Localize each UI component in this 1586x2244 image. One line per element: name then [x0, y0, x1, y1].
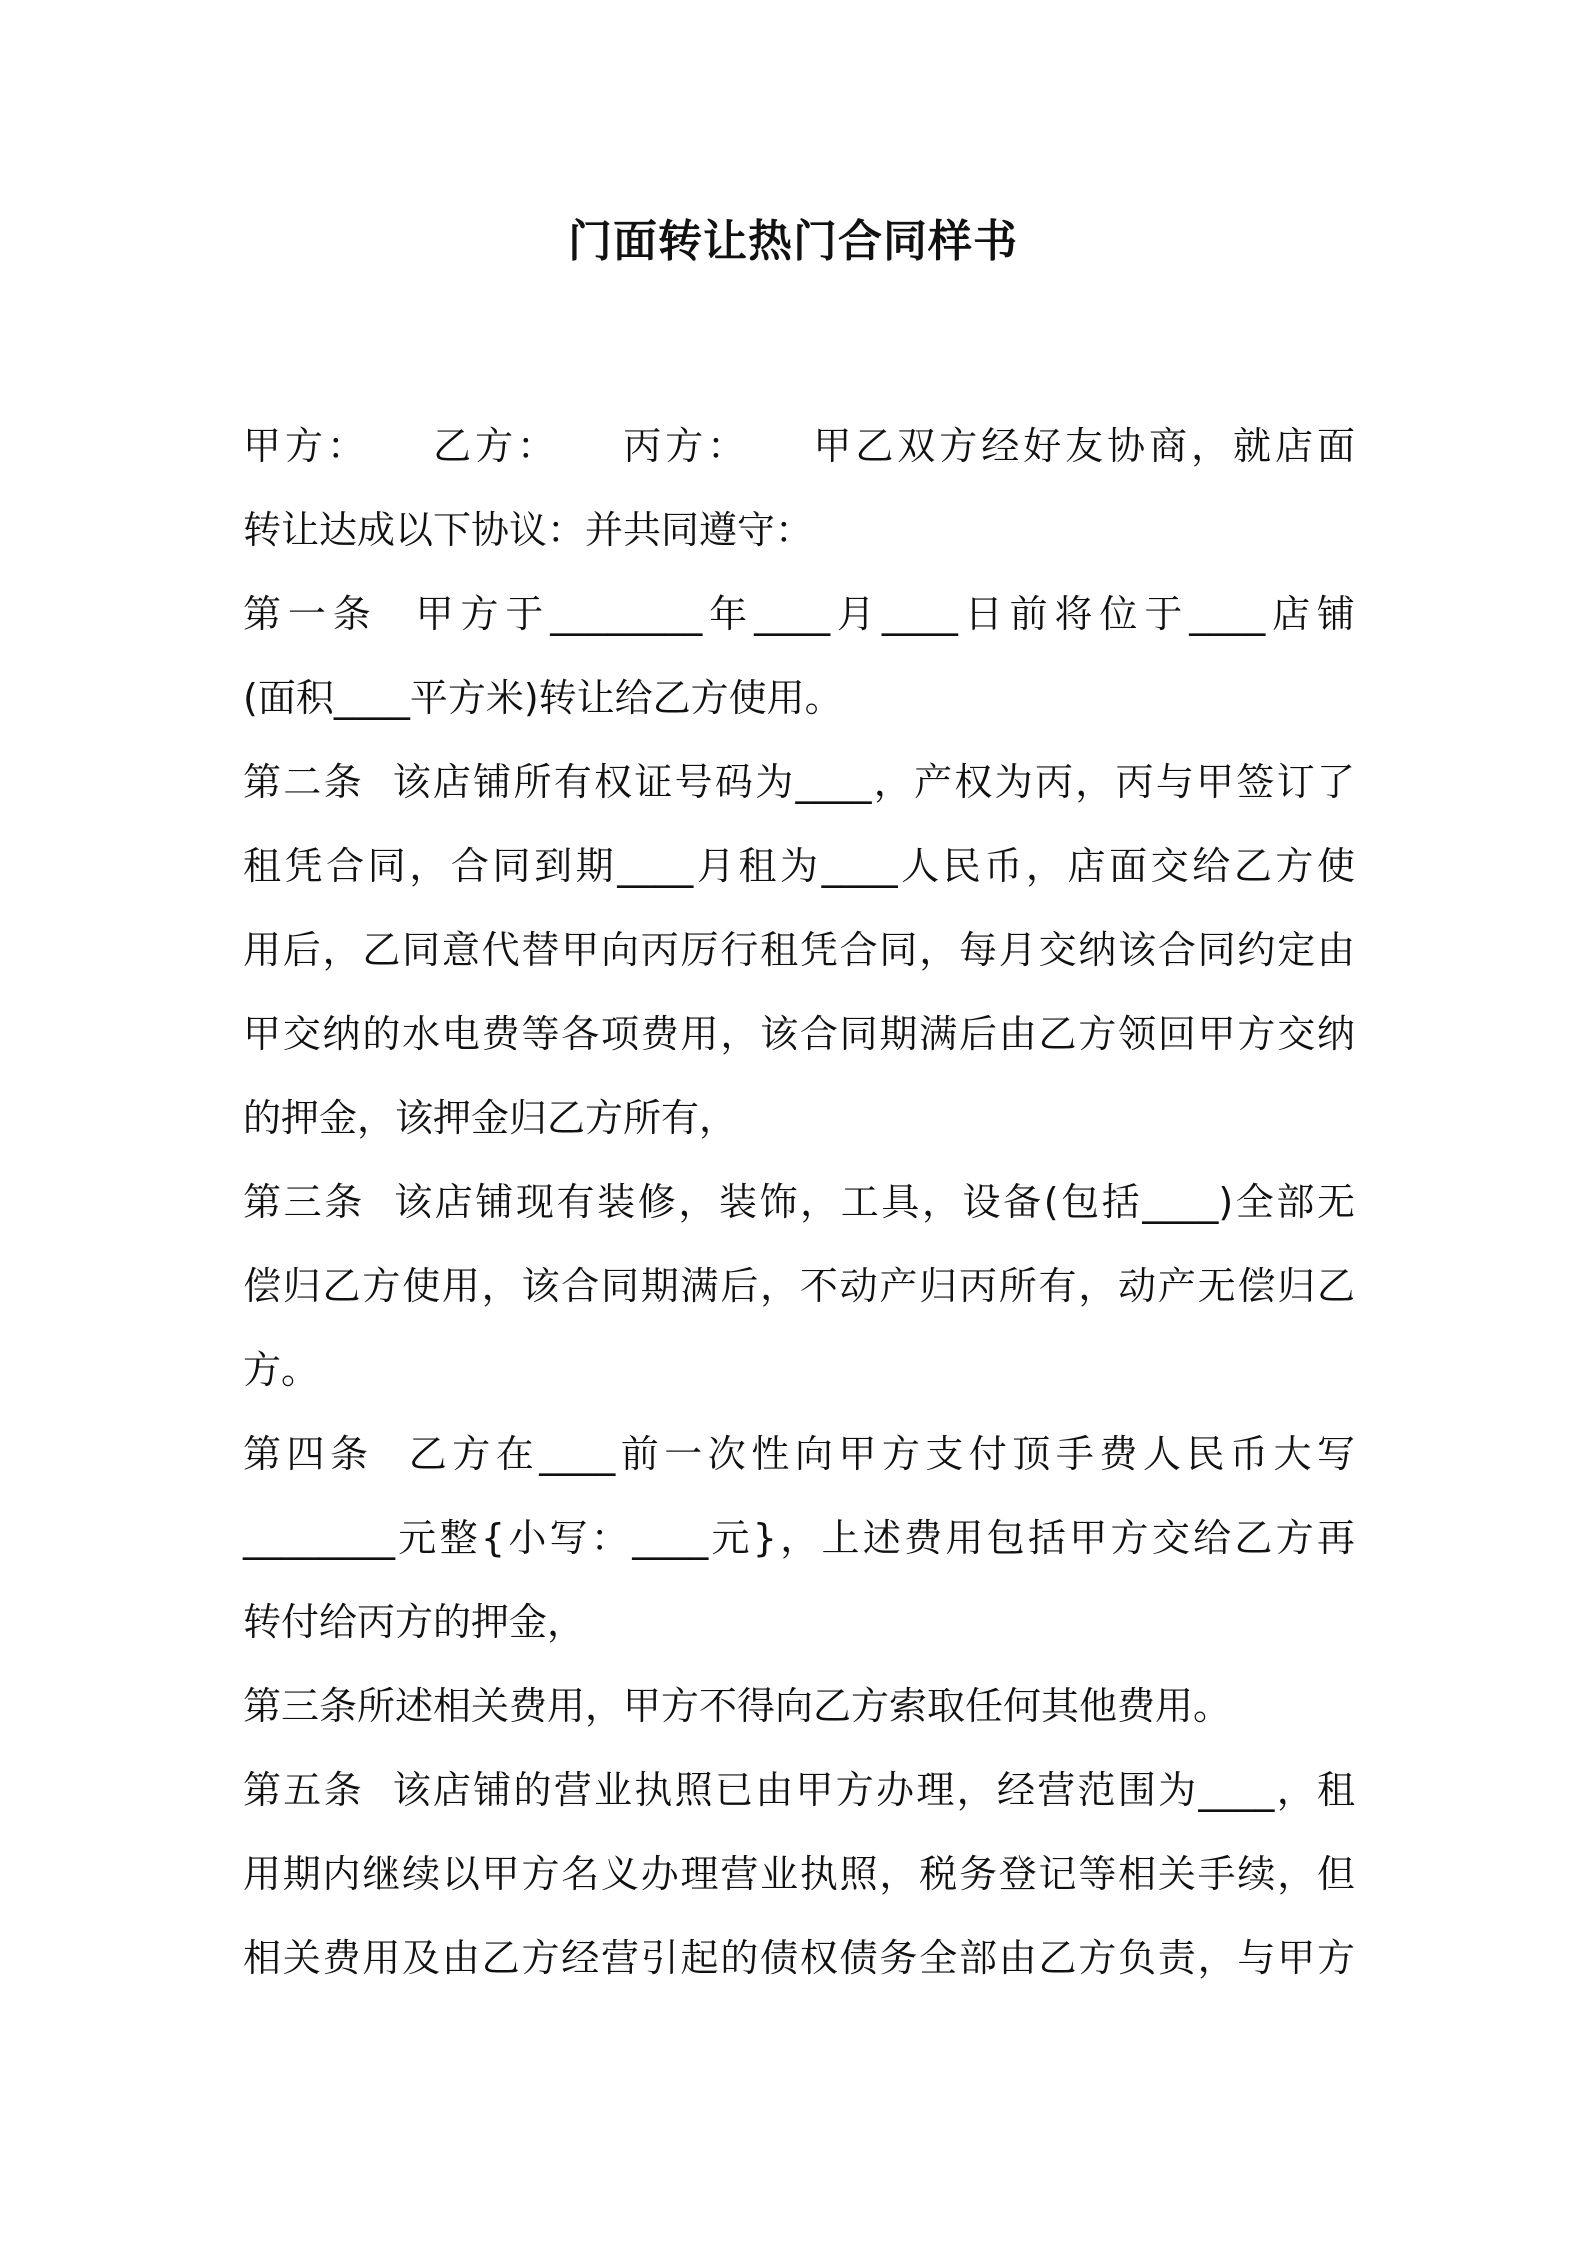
text-line: 租凭合同，合同到期____月租为____人民币，店面交给乙方使 — [243, 844, 1355, 888]
text-line: 转让达成以下协议：并共同遵守： — [243, 508, 814, 552]
text-line: 偿归乙方使用，该合同期满后，不动产归丙所有，动产无偿归乙 — [243, 1264, 1355, 1308]
text-line: 第四条 乙方在____前一次性向甲方支付顶手费人民币大写 — [243, 1432, 1355, 1476]
text-line: 第五条 该店铺的营业执照已由甲方办理，经营范围为____，租 — [243, 1768, 1355, 1812]
text-line: 第二条 该店铺所有权证号码为____，产权为丙，丙与甲签订了 — [243, 760, 1355, 804]
text-line: 用后，乙同意代替甲向丙厉行租凭合同，每月交纳该合同约定由 — [243, 928, 1355, 972]
text-line: 甲交纳的水电费等各项费用，该合同期满后由乙方领回甲方交纳 — [243, 1012, 1355, 1056]
text-line: 方。 — [243, 1348, 320, 1392]
text-line: 甲方： 乙方： 丙方： 甲乙双方经好友协商，就店面 — [243, 424, 1355, 468]
text-line: ________元整{小写：____元}，上述费用包括甲方交给乙方再 — [243, 1516, 1355, 1560]
text-line: 第一条 甲方于________年____月____日前将位于____店铺 — [243, 592, 1355, 636]
document-body — [243, 404, 1355, 2000]
text-line: 相关费用及由乙方经营引起的债权债务全部由乙方负责，与甲方 — [243, 1936, 1355, 1980]
text-line: 第三条 该店铺现有装修，装饰，工具，设备(包括____)全部无 — [243, 1180, 1355, 1224]
text-line: (面积____平方米)转让给乙方使用。 — [243, 676, 843, 720]
text-line: 的押金，该押金归乙方所有， — [243, 1096, 738, 1140]
text-line: 转付给丙方的押金， — [243, 1600, 586, 1644]
text-line: 用期内继续以甲方名义办理营业执照，税务登记等相关手续，但 — [243, 1852, 1355, 1896]
text-line: 第三条所述相关费用，甲方不得向乙方索取任何其他费用。 — [243, 1684, 1232, 1728]
document-title: 门面转让热门合同样书 — [568, 216, 1018, 267]
